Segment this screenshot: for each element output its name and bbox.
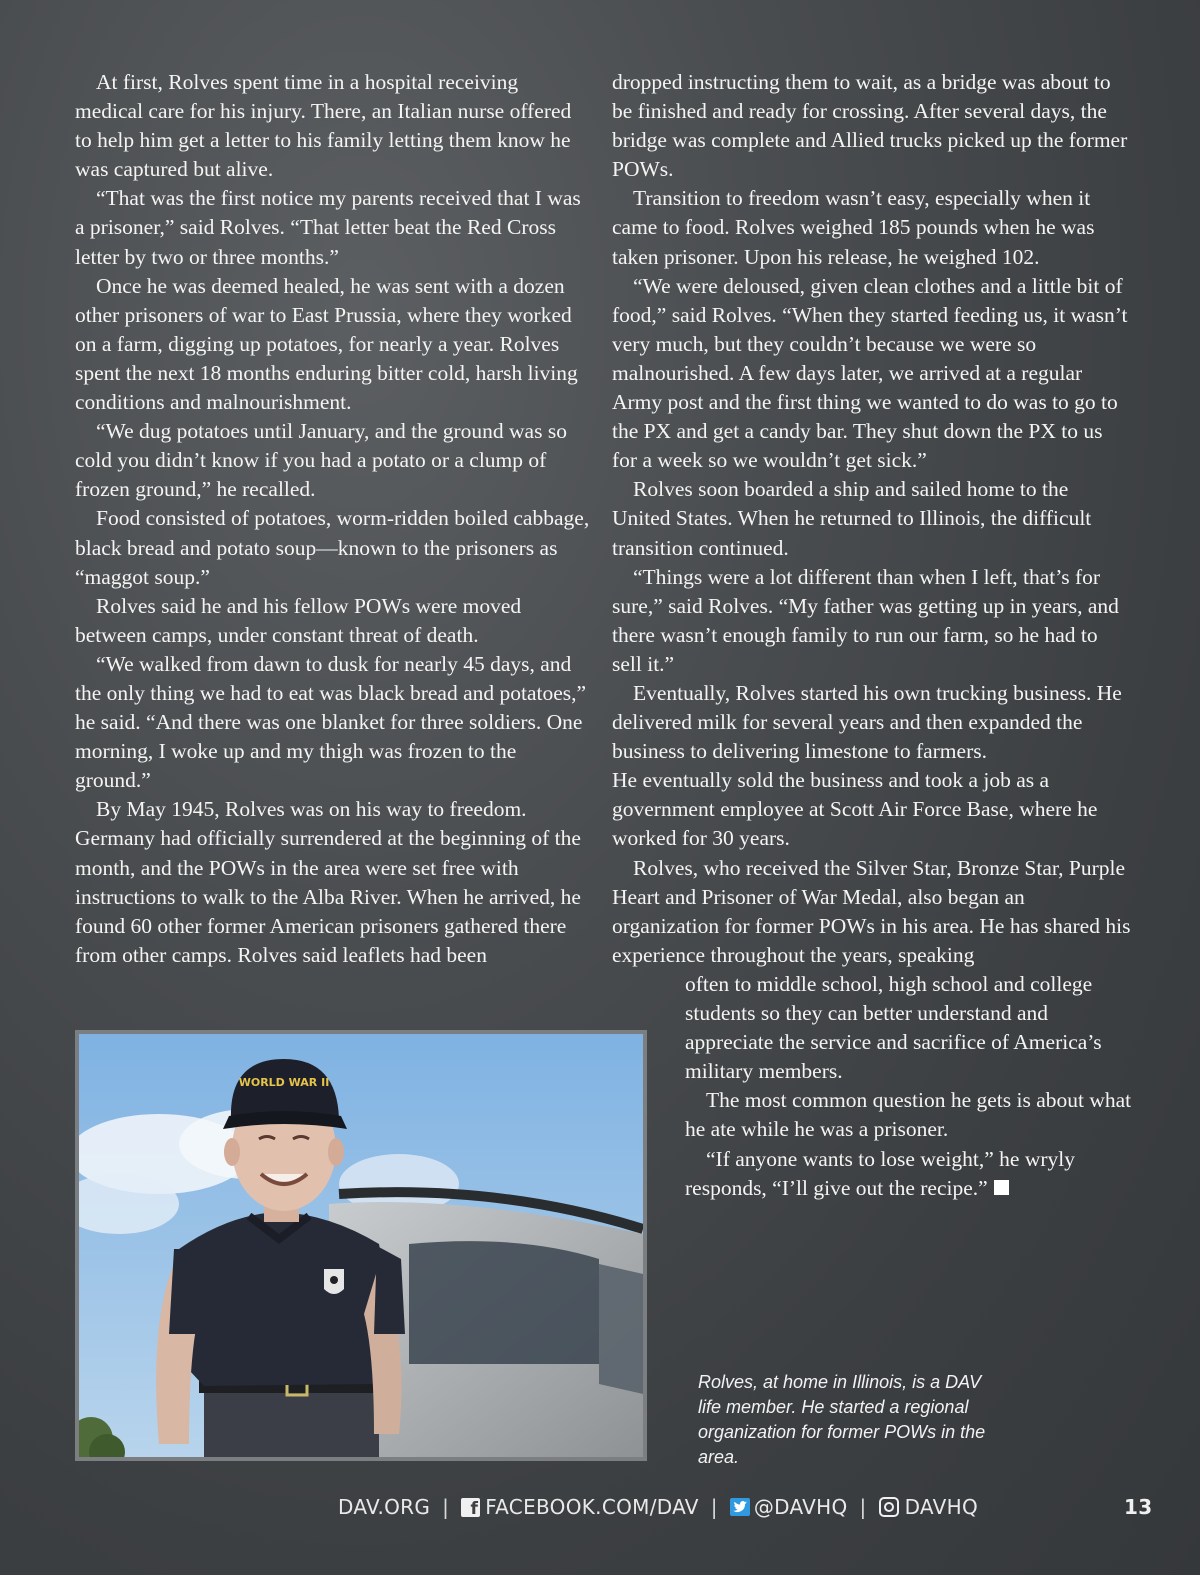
paragraph: Transition to freedom wasn’t easy, especially when it came to food. Rolves weighed 185 pounds when he was taken prisoner. Upon his release, he weighed 102. xyxy=(612,186,1095,269)
paragraph: Once he was deemed healed, he was sent with a dozen other prisoners of war to East Prussia, where they worked on a farm, digging up potatoes, for nearly a year. Rolves spent the next 18 months enduring bitter cold, harsh living conditions and malnourishment. xyxy=(75,273,578,415)
paragraph: Food consisted of potatoes, worm-ridden boiled cabbage, black bread and potato soup—known to the prisoners as “maggot soup.” xyxy=(75,506,590,589)
paragraph: “That was the first notice my parents received that I was a prisoner,” said Rolves. “That letter beat the Red Cross letter by two or three months.” xyxy=(75,186,581,269)
cap-text: WORLD WAR II xyxy=(238,1076,330,1089)
footer-separator: | xyxy=(442,1495,450,1519)
paragraph-continued: often to middle school, high school and college students so they can better understand and appreciate the service and sacrifice of America’s military members. xyxy=(685,972,1102,1084)
article-left-column xyxy=(75,68,590,970)
paragraph: “Things were a lot different than when I left, that’s for sure,” said Rolves. “My father was getting up in years, and there wasn’t enough family to run our farm, so he had to sell it.” xyxy=(612,564,1119,676)
footer-separator: | xyxy=(859,1495,867,1519)
page-footer xyxy=(0,1495,1200,1525)
paragraph: Rolves soon boarded a ship and sailed home to the United States. When he returned to Illinois, the difficult transition continued. xyxy=(612,477,1092,560)
final-sentence: “If anyone wants to lose weight,” he wryly responds, “I’ll give out the recipe.” xyxy=(685,1146,1075,1200)
paragraph-continued: dropped instructing them to wait, as a bridge was about to be finished and ready for crossing. After several days, the bridge was complete and Allied trucks picked up the former POWs. xyxy=(612,70,1128,182)
instagram-icon xyxy=(879,1497,899,1517)
footer-separator: | xyxy=(710,1495,718,1519)
facebook-icon: f xyxy=(461,1498,480,1517)
paragraph: Eventually, Rolves started his own trucking business. He delivered milk for several years and then expanded the business to delivering limestone to farmers. xyxy=(612,680,1122,764)
instagram-link[interactable]: DAVHQ xyxy=(904,1495,978,1519)
photo-caption: Rolves, at home in Illinois, is a DAV life member. He started a regional organization for former POWs in the area. xyxy=(698,1372,986,1467)
paragraph: Rolves said he and his fellow POWs were moved between camps, under constant threat of death. xyxy=(75,593,522,647)
website-link[interactable]: DAV.ORG xyxy=(338,1495,431,1519)
paragraph: At first, Rolves spent time in a hospital receiving medical care for his injury. There, an Italian nurse offered to help him get a letter to his family letting them know he was captured but alive. xyxy=(75,70,572,182)
twitter-link[interactable]: @DAVHQ xyxy=(753,1495,848,1519)
paragraph: He eventually sold the business and took a job as a government employee at Scott Air Force Base, where he worked for 30 years. xyxy=(612,768,1098,851)
facebook-link[interactable]: FACEBOOK.COM/DAV xyxy=(485,1495,699,1519)
veteran-photo xyxy=(75,1030,647,1461)
footer-links xyxy=(338,1495,978,1519)
paragraph: By May 1945, Rolves was on his way to freedom. Germany had officially surrendered at the beginning of the month, and the POWs in the area were set free with instructions to walk to the Alba River. When he arrived, he found 60 other former American prisoners gathered there from other camps. Rolves said leaflets had been xyxy=(75,797,581,967)
paragraph: “We dug potatoes until January, and the ground was so cold you didn’t know if you had a potato or a clump of frozen ground,” he recalled. xyxy=(75,419,567,502)
paragraph: The most common question he gets is about what he ate while he was a prisoner. xyxy=(685,1088,1132,1142)
paragraph: Rolves, who received the Silver Star, Bronze Star, Purple Heart and Prisoner of War Medal, also began an organization for former POWs in his area. He has shared his experience throughout the years, speaking xyxy=(612,855,1131,967)
paragraph: “We were deloused, given clean clothes and a little bit of food,” said Rolves. “When they started feeding us, it wasn’t very much, but they couldn’t because we were so malnourished. A few days later, we arrived at a regular Army post and the first thing we wanted to do was to go to the PX and get a candy bar. They shut down the PX to us for a week so we wouldn’t get sick.” xyxy=(612,273,1128,473)
article-tail xyxy=(685,970,1135,1203)
paragraph: “We walked from dawn to dusk for nearly 45 days, and the only thing we had to eat was black bread and potatoes,” he said. “And there was one blanket for three soldiers. One morning, I woke up and my thigh was frozen to the ground.” xyxy=(75,651,587,793)
paragraph-final xyxy=(685,1145,1135,1203)
photo-illustration xyxy=(79,1034,643,1457)
article-right-column xyxy=(612,68,1132,970)
end-of-article-mark xyxy=(994,1180,1009,1195)
page-number: 13 xyxy=(1124,1495,1153,1519)
twitter-icon xyxy=(730,1498,750,1516)
